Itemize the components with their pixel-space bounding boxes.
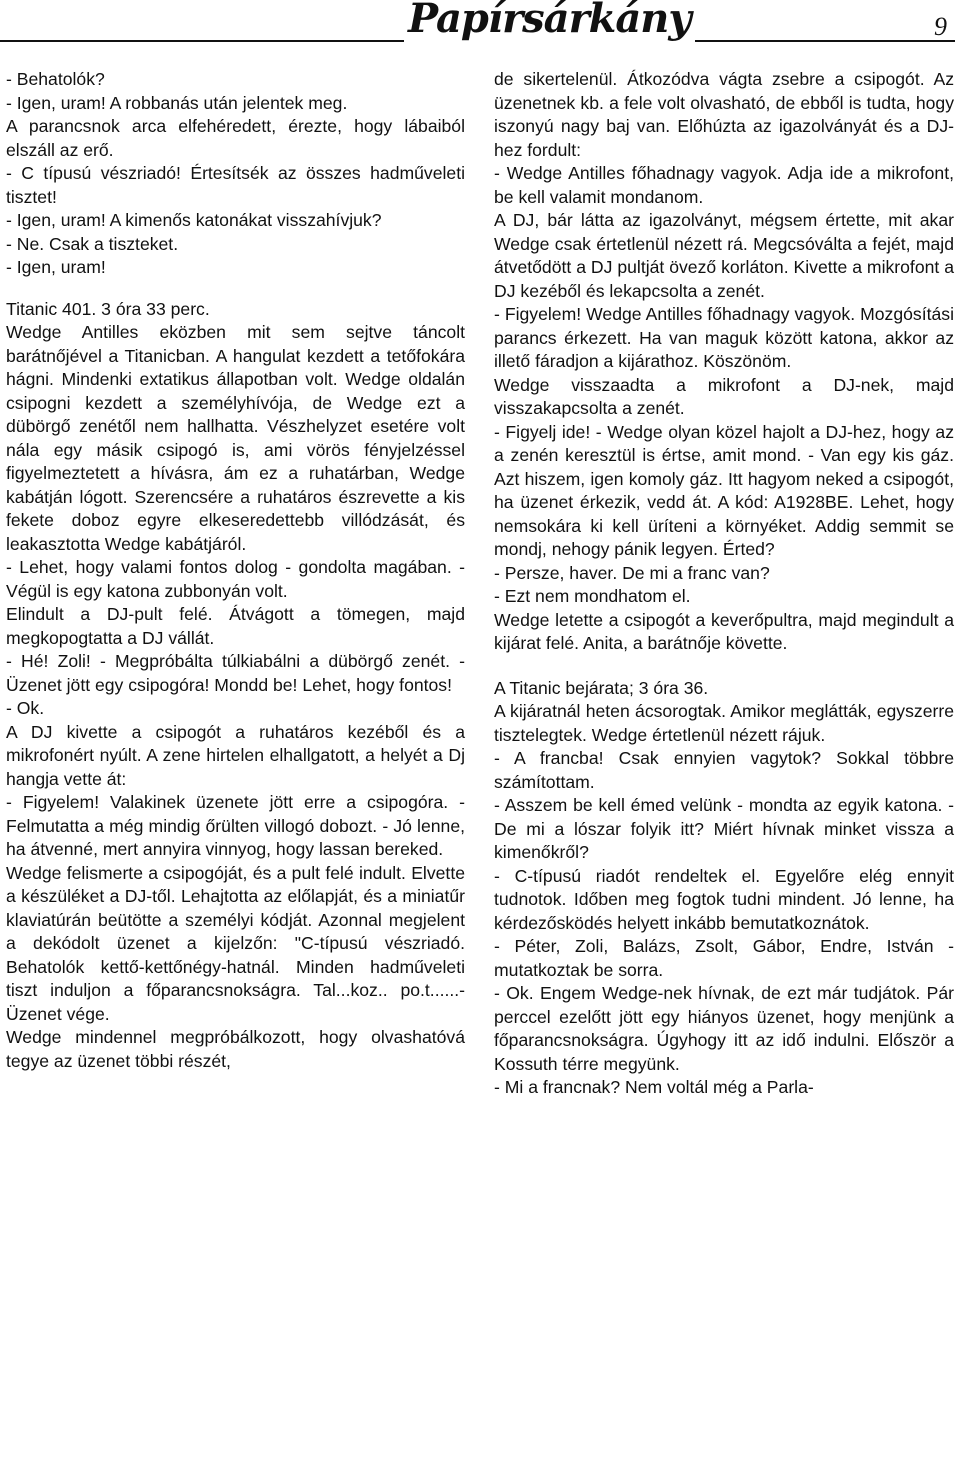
paragraph: Wedge visszaadta a mikrofont a DJ-nek, majd visszakapcsolta a zenét.	[494, 374, 954, 418]
paragraph: A DJ, bár látta az igazolványt, mégsem értette, mit akar Wedge csak értetlenül nézett rá. Megcsóválta a fejét, majd átvetődött a DJ pultját övező korláton. Kivette a mikrofont a DJ kezéből és lekapcsolta a zenét.	[494, 210, 954, 301]
scene-heading: A Titanic bejárata; 3 óra 36.	[494, 677, 709, 698]
paragraph: Wedge mindennel megpróbálkozott, hogy olvashatóvá tegye az üzenet többi részét,	[6, 1027, 465, 1071]
paragraph: - Ezt nem mondhatom el.	[494, 586, 691, 606]
paragraph: - Ok.	[6, 698, 45, 718]
paragraph: - Mi a francnak? Nem voltál még a Parla-	[494, 1077, 814, 1097]
paragraph: - Lehet, hogy valami fontos dolog - gondolta magában. - Végül is egy katona zubbonyán volt.	[6, 557, 465, 601]
paragraph: - Ok. Engem Wedge-nek hívnak, de ezt már tudjátok. Pár perccel ezelőtt jött egy hiányos üzenet, hogy menjünk a főparancsnokságra. Úgyhogy itt az idő indulni. Először a Kossuth térre megyünk.	[494, 983, 954, 1074]
paragraph: de sikertelenül. Átkozódva vágta zsebre a csipogót. Az üzenetnek kb. a fele volt olvasható, de ebből is tudta, hogy iszonyú nagy baj van. Előhúzta az igazolványát és a DJ-hez fordult:	[494, 69, 954, 160]
paragraph: Wedge letette a csipogót a keverőpultra, majd megindult a kijárat felé. Anita, a barátnője követte.	[494, 609, 954, 653]
paragraph: A kijáratnál heten ácsorogtak. Amikor meglátták, egyszerre tisztelegtek. Wedge értetlenül nézett rájuk.	[494, 701, 954, 745]
paragraph: - A francba! Csak ennyien vagytok? Sokkal többre számítottam.	[494, 748, 954, 792]
paragraph: Wedge Antilles eközben mit sem sejtve táncolt barátnőjével a Titanicban. A hangulat kezdett a tetőfokára hágni. Mindenki extatikus állapotban volt. Wedge oldalán csipogni kezdett a személyhívója, de Wedge ezt a dübörgő zenétől nem hallhatta. Vészhelyzet esetére volt nála egy másik csipogó is, ami vörös fényjelzéssel figyelmeztetett a hívásra, ám ez a ruhatárban, Wedge kabátján lógott. Szerencsére a ruhatáros észrevette a kis fekete doboz egyre elkeseredettebb villódzását, és leakasztotta Wedge kabátjáról.	[6, 322, 465, 554]
left-column	[6, 68, 465, 1073]
paragraph: A DJ kivette a csipogót a ruhatáros kezéből és a mikrofonért nyúlt. A zene hirtelen elhallgatott, a helyét a Dj hangja vette át:	[6, 721, 465, 789]
paragraph: Wedge felismerte a csipogóját, és a pult felé indult. Elvette a készüléket a DJ-től. Lehajtotta az előlapját, és a miniatűr klaviatúrán beütötte a személyi kódját. Azonnal megjelent a dekódolt üzenet a kijelzőn: "C-típusú vészriadó. Behatolók kettő-kettőnégy-hatnál. Minden hadműveleti tiszt induljon a főparancsnokságra. Tal...koz.. po.t......-Üzenet vége.	[6, 862, 465, 1024]
paragraph: - Péter, Zoli, Balázs, Zsolt, Gábor, Endre, István - mutatkoztak be sorra.	[494, 936, 954, 980]
page-header	[0, 0, 960, 50]
paragraph: A parancsnok arca elfehéredett, érezte, hogy lábaiból elszáll az erő.	[6, 116, 465, 160]
paragraph: - Asszem be kell émed velünk - mondta az egyik katona. - De mi a lószar folyik itt? Miért hívnak minket vissza a kimenőkről?	[494, 795, 954, 862]
paragraph: - Persze, haver. De mi a franc van?	[494, 562, 770, 583]
paragraph: - Figyelem! Valakinek üzenete jött erre a csipogóra. - Felmutatta a még mindig őrülten villogó dobozt. - Jó lenne, ha átvenné, mert annyira vinnyog, hogy lassan bereked.	[6, 792, 465, 859]
paragraph: - Igen, uram! A kimenős katonákat visszahívjuk?	[6, 210, 382, 230]
paragraph: - Figyelem! Wedge Antilles főhadnagy vagyok. Mozgósítási parancs érkezett. Ha van maguk között katona, akkor az illető fáradjon a kijárathoz. Köszönöm.	[494, 304, 954, 371]
paragraph: - Igen, uram! A robbanás után jelentek meg.	[6, 92, 348, 113]
paragraph: - Hé! Zoli! - Megpróbálta túlkiabálni a dübörgő zenét. - Üzenet jött egy csipogóra! Mondd be! Lehet, hogy fontos!	[6, 651, 465, 695]
page-number: 9	[934, 12, 947, 41]
paragraph: Elindult a DJ-pult felé. Átvágott a tömegen, majd megkopogtatta a DJ vállát.	[6, 604, 465, 648]
paragraph: - Igen, uram!	[6, 257, 106, 277]
right-column	[494, 68, 954, 1100]
paragraph: - Ne. Csak a tiszteket.	[6, 233, 179, 254]
paragraph: - Wedge Antilles főhadnagy vagyok. Adja ide a mikrofont, be kell valamit mondanom.	[494, 163, 954, 207]
paragraph: - C típusú vészriadó! Értesítsék az összes hadműveleti tisztet!	[6, 163, 465, 207]
scene-heading: Titanic 401. 3 óra 33 perc.	[6, 298, 210, 319]
paragraph: - C-típusú riadót rendeltek el. Egyelőre elég ennyit tudnotok. Időben meg fogtok tudni mindent. Jó lenne, ha kérdezősködés helyett inkább bemutatkoznátok.	[494, 865, 954, 933]
paragraph: - Behatolók?	[6, 69, 105, 89]
paragraph: - Figyelj ide! - Wedge olyan közel hajolt a DJ-hez, hogy az a zenén keresztül is értse, amit mond. - Van egy kis gáz. Azt hiszem, igen komoly gáz. Itt hagyom neked a csipogót, ha üzenet érkezik, vedd át. A kód: A1928BE. Lehet, hogy nemsokára ki kell üríteni a környéket. Addig semmit se mondj, nehogy pánik legyen. Érted?	[494, 421, 954, 559]
magazine-logo: Papírsárkány	[404, 0, 695, 42]
